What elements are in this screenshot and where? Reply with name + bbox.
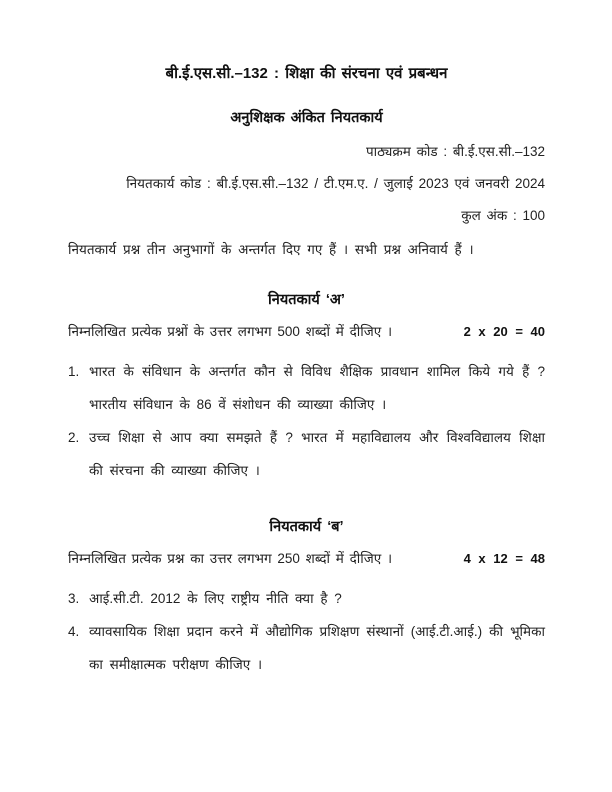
question-3-number: 3. <box>68 591 80 606</box>
section-a-instruction-row <box>68 323 545 341</box>
section-b-instruction: निम्नलिखित प्रत्येक प्रश्न का उत्तर लगभग 250 शब्दों में दीजिए । <box>68 551 393 566</box>
section-b-heading: नियतकार्य ‘ब’ <box>269 519 344 535</box>
section-b-instruction-row <box>68 550 545 568</box>
question-1-text: भारत के संविधान के अन्तर्गत कौन से विविध शैक्षिक प्रावधान शामिल किये गये हैं ? भारतीय संविधान के 86 वें संशोधन की व्याख्या कीजिए । <box>89 364 545 412</box>
total-marks: कुल अंक : 100 <box>461 208 545 223</box>
question-4-text: व्यावसायिक शिक्षा प्रदान करने में औद्योगिक प्रशिक्षण संस्थानों (आई.टी.आई.) की भूमिका का समीक्षात्मक परीक्षण कीजिए । <box>89 624 545 672</box>
question-3 <box>68 582 545 615</box>
document-subtitle: अनुशिक्षक अंकित नियतकार्य <box>230 110 383 126</box>
question-2 <box>68 421 545 487</box>
course-code: पाठ्यक्रम कोड : बी.ई.एस.सी.–132 <box>365 144 545 159</box>
question-3-text: आई.सी.टी. 2012 के लिए राष्ट्रीय नीति क्या है ? <box>89 591 342 606</box>
question-1-number: 1. <box>68 364 80 379</box>
assignment-code: नियतकार्य कोड : बी.ई.एस.सी.–132 / टी.एम.ए. / जुलाई 2023 एवं जनवरी 2024 <box>126 176 545 191</box>
section-a-marks: 2 x 20 = 40 <box>463 324 545 339</box>
section-a-questions <box>68 355 545 487</box>
intro-note: नियतकार्य प्रश्न तीन अनुभागों के अन्तर्गत दिए गए हैं । सभी प्रश्न अनिवार्य हैं । <box>68 242 474 257</box>
section-a-heading: नियतकार्य ‘अ’ <box>268 292 345 308</box>
meta-block <box>68 136 545 232</box>
section-b-marks: 4 x 12 = 48 <box>463 551 545 566</box>
question-4-number: 4. <box>68 624 80 639</box>
section-b-questions <box>68 582 545 681</box>
question-2-text: उच्च शिक्षा से आप क्या समझते हैं ? भारत में महाविद्यालय और विश्वविद्यालय शिक्षा की संरचना की व्याख्या कीजिए । <box>89 430 545 478</box>
section-a <box>68 290 545 487</box>
question-4 <box>68 615 545 681</box>
section-a-instruction: निम्नलिखित प्रत्येक प्रश्नों के उत्तर लगभग 500 शब्दों में दीजिए । <box>68 324 393 339</box>
section-b <box>68 517 545 681</box>
question-2-number: 2. <box>68 430 80 445</box>
question-1 <box>68 355 545 421</box>
document-title: बी.ई.एस.सी.–132 : शिक्षा की संरचना एवं प्रबन्धन <box>165 65 448 82</box>
